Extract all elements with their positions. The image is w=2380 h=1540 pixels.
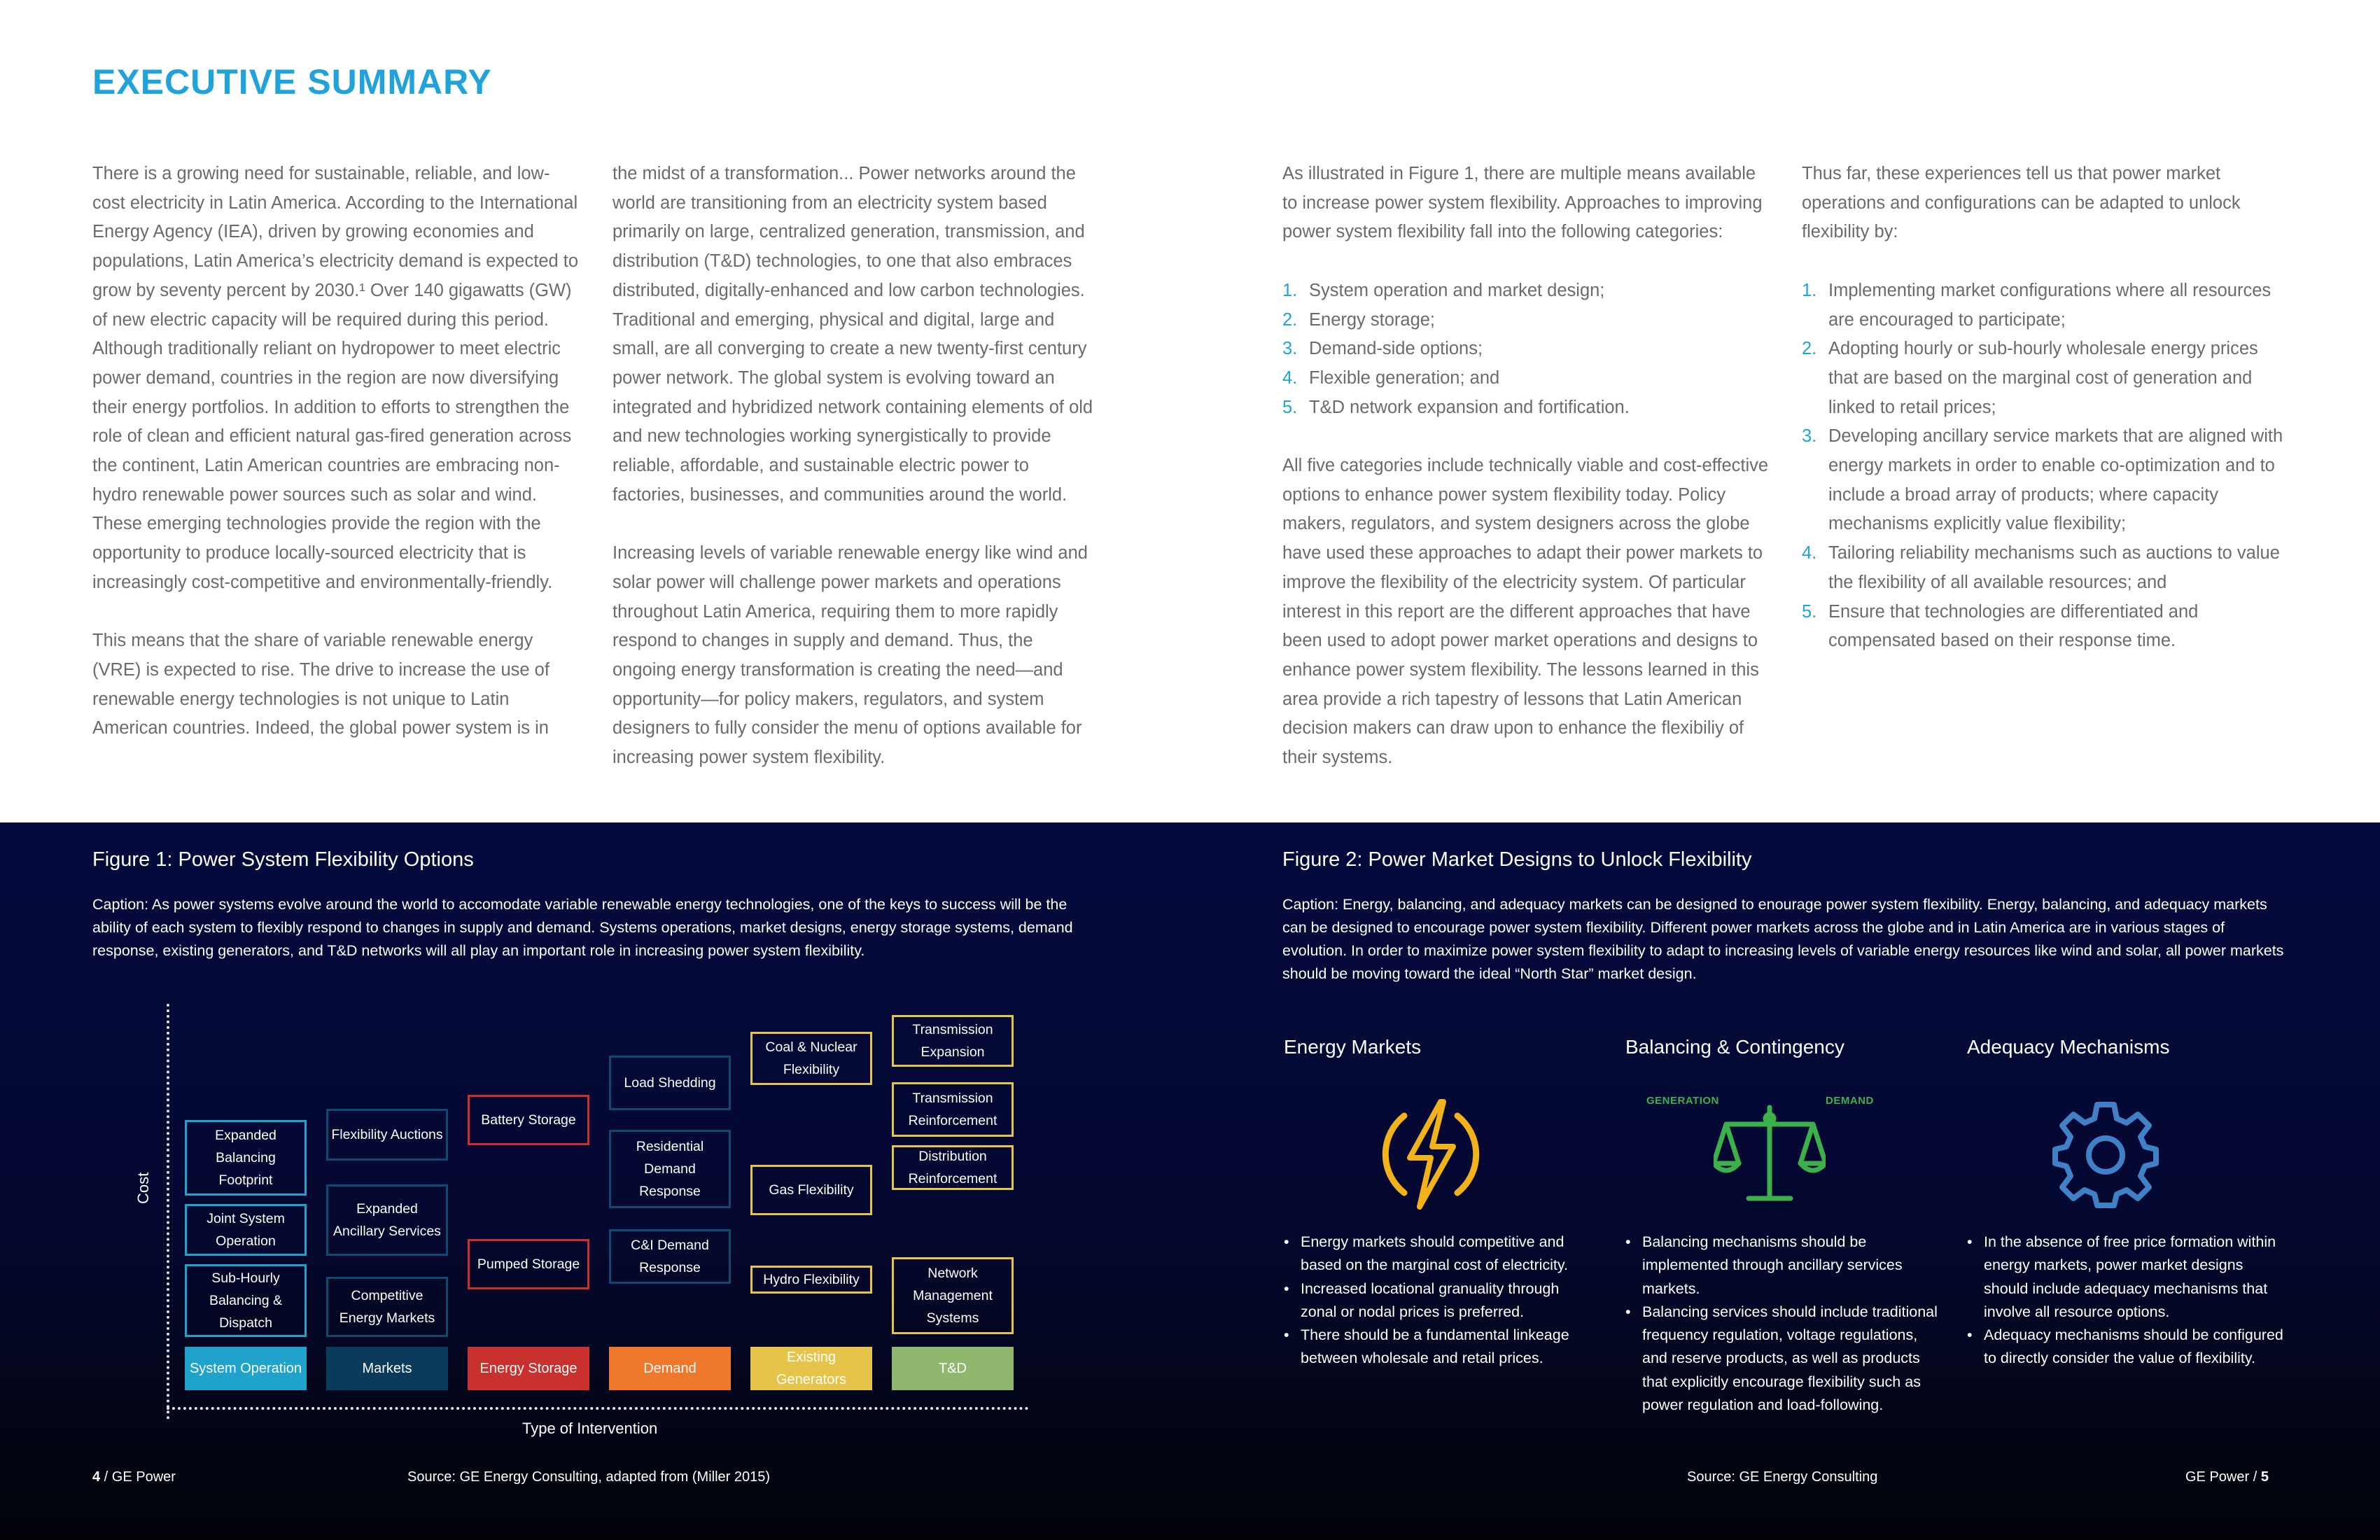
y-axis [167, 1004, 169, 1420]
list-item: • Balancing mechanisms should be implemented through ancillary services markets. [1625, 1231, 1940, 1301]
list-item: • In the absence of free price formation within energy markets, power market designs should include adequacy mechanisms that involve all resource options. [1967, 1231, 2289, 1324]
box-sub-hourly-balancing: Sub-Hourly Balancing & Dispatch [185, 1264, 307, 1337]
demand-label: DEMAND [1826, 1095, 1874, 1107]
paragraph: This means that the share of variable renewable energy (VRE) is expected to rise. The drive to increase the use of renewable energy technologies is not unique to Latin American countries. Indeed, the global power system is in [92, 631, 550, 738]
box-hydro-flexibility: Hydro Flexibility [750, 1266, 872, 1294]
paragraph: the midst of a transformation... Power networks around the world are transitioning from an electricity system based primarily on large, centralized generation, transmission, and distribution (T&D) technologies, to one that also embraces distributed, digitally-enhanced and low carbon technologies. Traditional and emerging, physical and digital, large and small, are all converging to create a new twenty-first century power network. The global system is evolving toward an integrated and hybridized network containing elements of old and new technologies working synergistically to provide reliable, affordable, and sustainable electric power to factories, businesses, and communities around the world. [612, 164, 1093, 505]
paragraph: There is a growing need for sustainable, reliable, and low-cost electricity in Latin America. According to the International Energy Agency (IEA), driven by growing economies and populations, Latin America’s electricity demand is expected to grow by seventy percent by 2030.¹ Over 140 gigawatts (GW) of new electric capacity will be required during this period. Although traditionally reliant on hydropower to meet electric power demand, countries in the region are now diversifying their energy portfolios. In addition to efforts to strengthen the role of clean and efficient natural gas-fired generation across the continent, Latin American countries are embracing non-hydro renewable power sources such as solar and wind. These emerging technologies provide the region with the opportunity to produce locally-sourced electricity that is increasingly cost-competitive and environmentally-friendly. [92, 164, 579, 592]
figure-1-caption: Caption: As power systems evolve around the world to accomodate variable renewable energy technologies, one of the keys to success will be the ability of each system to flexibly respond to changes in supply and demand. Systems operations, market designs, energy storage systems, demand response, existing generators, and T&D networks will all play an important role in increasing power system flexibility. [92, 896, 1073, 959]
paragraph: All five categories include technically viable and cost-effective options to enhance power system flexibility today. Policy makers, regulators, and system designers across the globe have used these approaches to adapt their power markets to improve the flexibility of the electricity system. Of particular interest in this report are the different approaches that have been used to adopt power market operations and designs to enhance power system flexibility. The lessons learned in this area provide a rich tapestry of lessons that Latin American decision makers can draw upon to enhance the flexibiliy of their systems. [1282, 456, 1769, 768]
category-existing-generators: Existing Generators [750, 1347, 872, 1390]
box-load-shedding: Load Shedding [609, 1056, 731, 1110]
category-demand: Demand [609, 1347, 731, 1390]
category-list [1282, 276, 1770, 423]
body-column-3 [1282, 160, 1770, 802]
footer-right: GE Power / 5 [2185, 1469, 2269, 1485]
list-item: • Increased locational granuality through zonal or nodal prices is preferred. [1284, 1278, 1599, 1324]
body-column-1 [92, 160, 580, 773]
list-item: 2. Energy storage; [1282, 309, 1436, 330]
box-expanded-ancillary-services: Expanded Ancillary Services [326, 1184, 448, 1256]
category-markets: Markets [326, 1347, 448, 1390]
list-item: • There should be a fundamental linkeage between wholesale and retail prices. [1284, 1324, 1599, 1371]
body-column-4 [1802, 160, 2292, 685]
box-coal-nuclear-flexibility: Coal & Nuclear Flexibility [750, 1032, 872, 1085]
body-column-2 [612, 160, 1100, 802]
list-item: • Balancing services should include traditional frequency regulation, voltage regulations, and reserve products, as well as products that explicitly encourage flexibility such as power regulation and load-following. [1625, 1301, 1940, 1417]
box-network-management-systems: Network Management Systems [892, 1257, 1014, 1334]
list-item: 1. System operation and market design; [1282, 280, 1605, 300]
paragraph: As illustrated in Figure 1, there are multiple means available to increase power system flexibility. Approaches to improving power system flexibility fall into the following categories: [1282, 164, 1763, 242]
y-axis-label: Cost [134, 1172, 152, 1204]
figure-1-title: Figure 1: Power System Flexibility Options [92, 848, 474, 871]
box-transmission-expansion: Transmission Expansion [892, 1015, 1014, 1067]
category-system-operation: System Operation [185, 1347, 307, 1390]
box-transmission-reinforcement: Transmission Reinforcement [892, 1082, 1014, 1137]
list-item: 3. Demand-side options; [1282, 339, 1483, 359]
figure-2-title: Figure 2: Power Market Designs to Unlock Flexibility [1282, 848, 1752, 871]
paragraph: Increasing levels of variable renewable energy like wind and solar power will challenge power markets and operations throughout Latin America, requiring them to more rapidly respond to changes in supply and demand. Thus, the ongoing energy transformation is creating the need—and opportunity—for policy makers, regulators, and system designers to fully consider the menu of options available for increasing power system flexibility. [612, 543, 1088, 768]
category-td: T&D [892, 1347, 1014, 1390]
box-battery-storage: Battery Storage [468, 1095, 589, 1145]
balance-scale-icon [1714, 1100, 1826, 1212]
balancing-bullets [1625, 1231, 1940, 1417]
balancing-heading: Balancing & Contingency [1625, 1036, 1844, 1058]
page-number: 5 [2260, 1469, 2269, 1485]
recommendation-list [1802, 276, 2292, 656]
page-number: 4 [92, 1469, 101, 1485]
list-item: 1. Implementing market configurations where all resources are encouraged to participate; [1802, 280, 2272, 330]
generation-label: GENERATION [1646, 1095, 1719, 1107]
box-expanded-balancing-footprint: Expanded Balancing Footprint [185, 1120, 307, 1196]
box-pumped-storage: Pumped Storage [468, 1239, 589, 1289]
list-item: 4. Flexible generation; and [1282, 368, 1500, 388]
paragraph: Thus far, these experiences tell us that power market operations and configurations can be adapted to unlock flexibility by: [1802, 164, 2241, 242]
box-flexibility-auctions: Flexibility Auctions [326, 1109, 448, 1161]
list-item: • Energy markets should competitive and based on the marginal cost of electricity. [1284, 1231, 1599, 1278]
page-title: EXECUTIVE SUMMARY [92, 62, 492, 102]
energy-markets-heading: Energy Markets [1284, 1036, 1422, 1058]
list-item: 2. Adopting hourly or sub-hourly wholesale energy prices that are based on the marginal cost of generation and linked to retail prices; [1802, 339, 2258, 417]
list-item: • Adequacy mechanisms should be configured to directly consider the value of flexibility. [1967, 1324, 2289, 1371]
list-item: 5. T&D network expansion and fortification. [1282, 397, 1630, 417]
footer-left: 4 / GE Power [92, 1469, 176, 1485]
energy-markets-bullets [1284, 1231, 1599, 1371]
flexibility-options-diagram [105, 994, 1036, 1442]
figure-1-source: Source: GE Energy Consulting, adapted from (Miller 2015) [407, 1469, 771, 1485]
x-axis [167, 1407, 1029, 1410]
adequacy-heading: Adequacy Mechanisms [1967, 1036, 2170, 1058]
gear-icon [2051, 1100, 2160, 1210]
list-item: 5. Ensure that technologies are differentiated and compensated based on their response time. [1802, 601, 2199, 651]
lightning-icon [1376, 1096, 1485, 1212]
list-item: 4. Tailoring reliability mechanisms such as auctions to value the flexibility of all available resources; and [1802, 543, 2280, 592]
figure-2-caption: Caption: Energy, balancing, and adequacy markets can be designed to enourage power system flexibility. Energy, balancing, and adequacy markets can be designed to encourage power system flexibility. Different power markets across the globe and in Latin America are in various stages of evolution. In order to maximize power system flexibility to adapt to increasing levels of variable energy resources like wind and solar, all power markets should be moving toward the ideal “North Star” market design. [1282, 896, 2284, 982]
box-gas-flexibility: Gas Flexibility [750, 1165, 872, 1215]
box-ci-demand-response: C&I Demand Response [609, 1229, 731, 1284]
box-distribution-reinforcement: Distribution Reinforcement [892, 1145, 1014, 1190]
category-energy-storage: Energy Storage [468, 1347, 589, 1390]
adequacy-bullets [1967, 1231, 2289, 1371]
figure-2-source: Source: GE Energy Consulting [1687, 1469, 1878, 1485]
box-residential-demand-response: Residential Demand Response [609, 1130, 731, 1208]
box-joint-system-operation: Joint System Operation [185, 1204, 307, 1256]
list-item: 3. Developing ancillary service markets that are aligned with energy markets in order to enable co-optimization and to include a broad array of products; where capacity mechanisms explicitly value flexibility; [1802, 426, 2283, 534]
x-axis-label: Type of Intervention [522, 1420, 658, 1437]
box-competitive-energy-markets: Competitive Energy Markets [326, 1277, 448, 1337]
